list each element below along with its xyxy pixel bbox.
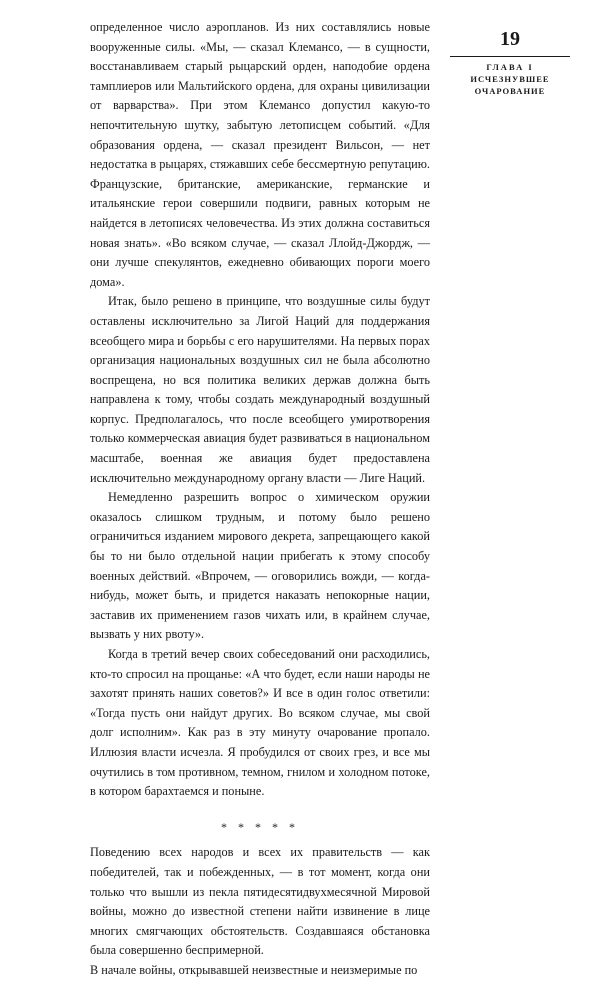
paragraph-6: В начале войны, открывавшей неизвестные и неизмеримые по bbox=[90, 962, 418, 977]
chapter-label: ГЛАВА I bbox=[486, 62, 534, 72]
paragraph-3: Немедленно разрешить вопрос о химическом оружии оказалось слишком трудным, и потому было решено ограничиться изданием мирового декрета, запрещающего какой бы то ни было отдельной нации прибегать к этому способу военных действий. «Впрочем, — оговорились вожди, — когда-нибудь, может быть, и придется наказать непокорные нации, заставив их применением газов чихать или, в крайнем случае, вызвать у них рвоту». bbox=[90, 490, 430, 642]
paragraph-1: определенное число аэропланов. Из них составлялись новые вооруженные силы. «Мы, — сказал Клемансо, — в сущности, восстанавливаем старый рыцарский орден, наподобие ордена тамплиеров или Мальтийского ордена, для охраны цивилизации от варварства». При этом Клемансо допустил какую-то непочтительную шутку, забытую летописцем событий. «Для образования ордена, — сказал президент Вильсон, — нет недостатка в рыцарях, стяжавших себе бессмертную репутацию. Французские, британские, американские, германские и итальянские герои совершили подвиги, равных которым не найдется в летописях человечества. Из этих должна составиться новая знать». «Во всяком случае, — сказал Ллойд-Джордж, — они лучше спекулянтов, ежедневно обивающих пороги моего дома». bbox=[90, 20, 430, 289]
chapter-title-line-1: ИСЧЕЗНУВШЕЕ bbox=[470, 74, 550, 84]
page-number: 19 bbox=[500, 28, 520, 50]
paragraph-2: Итак, было решено в принципе, что воздушные силы будут оставлены исключительно за Лигой Наций для поддержания всеобщего мира и борьбы с его нарушителями. На первых порах организация национальных воздушных сил не была абсолютно воспрещена, но вся политика великих держав должна быть направлена к тому, чтобы создать международный воздушный корпус. Предполагалось, что после всеобщего умиротворения только коммерческая авиация будет развиваться в национальном масштабе, военная же авиация будет предоставлена исключительно международному органу власти — Лиге Наций. bbox=[90, 294, 430, 485]
paragraph-5: Поведению всех народов и всех их правительств — как победителей, так и побежденных, — в тот момент, когда они только что вышли из пекла пятидесятидвухмесячной Мировой войны, можно до известной степени найти извинение в лице многих смягчающих обстоятельств. Создавшаяся обстановка была совершенно беспримерной. bbox=[90, 845, 430, 958]
running-head bbox=[450, 28, 570, 97]
main-text-column bbox=[90, 18, 430, 981]
running-head-divider bbox=[450, 56, 570, 57]
section-break: * * * * * bbox=[221, 819, 299, 834]
chapter-title-line-2: ОЧАРОВАНИЕ bbox=[474, 86, 546, 96]
paragraph-4: Когда в третий вечер своих собеседований они расходились, кто-то спросил на прощанье: «А что будет, если наши народы не захотят принять наших советов?» И все в один голос ответили: «Тогда пусть они найдут других. Во всяком случае, мы свой долг исполним». Как раз в эту минуту очарование пропало. Иллюзия власти исчезла. Я пробудился от своих грез, и все мы очутились в том противном, темном, гнилом и холодном потоке, в котором барахтаемся и поныне. bbox=[90, 647, 430, 799]
